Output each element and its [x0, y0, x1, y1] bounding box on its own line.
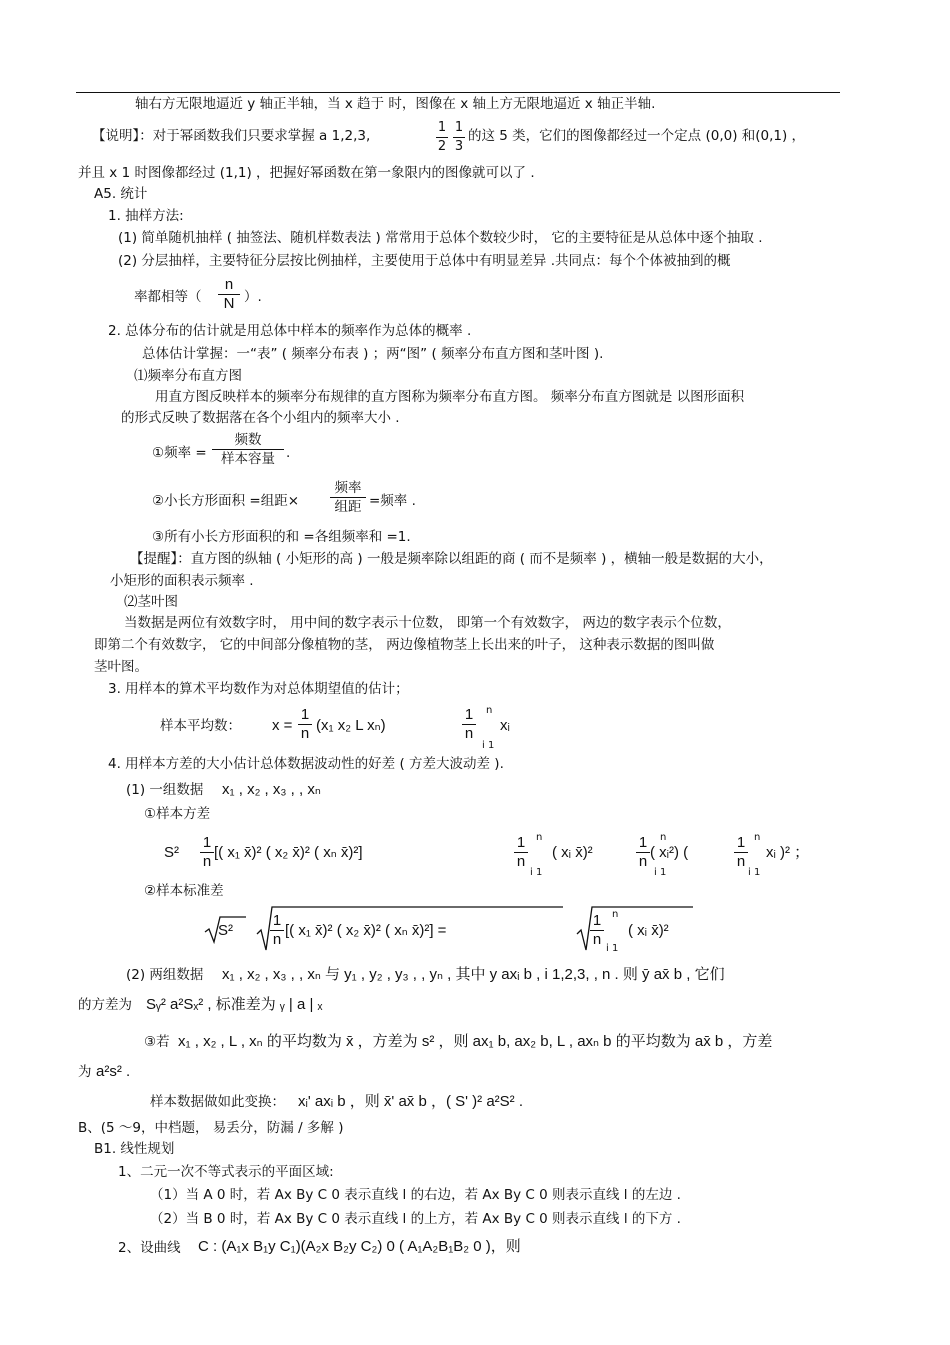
fraction-one-over-n: $\frac{1}{n}$: [590, 912, 604, 949]
two-variance: Sᵧ² a²Sₓ² , 标准差为 ᵧ | a | ₓ: [146, 996, 323, 1013]
mean-body: (x₁ x₂ L xₙ): [316, 717, 386, 734]
fraction-one-over-n: $\frac{1}{n}$: [298, 706, 312, 743]
fraction-one-over-n: $\frac{1}{n}$: [514, 834, 528, 871]
text-line: 小矩形的面积表示频率 .: [110, 573, 254, 589]
text-line: ）.: [244, 289, 262, 305]
text-line: 的这 5 类，它们的图像都经过一个定点 (0,0) 和(0,1) ，: [468, 128, 806, 144]
text-line: 3. 用样本的算术平均数作为对总体期望值的估计；: [108, 681, 409, 697]
text-line: 1. 抽样方法:: [108, 208, 184, 224]
text-line: .: [286, 445, 291, 461]
variance-symbol: S²: [164, 844, 179, 861]
sum-lower: i 1: [530, 867, 543, 878]
text-line: 【提醒】：直方图的纵轴 ( 小矩形的高 ) 一般是频率除以组距的商 ( 而不是频率 ) ，横轴一般是数据的大小，: [130, 551, 773, 567]
fraction-half: $\frac{1}{2}$: [437, 120, 447, 154]
text-line: 茎叶图。: [94, 659, 148, 675]
text-line: 用直方图反映样本的频率分布规律的直方图称为频率分布直方图。 频率分布直方图就是 以图形面积: [155, 389, 745, 405]
fraction-one-over-n: $\frac{1}{n}$: [270, 912, 284, 949]
text-line: 当数据是两位有效数字时， 用中间的数字表示十位数， 即第一个有效数字， 两边的数字表示个位数，: [124, 615, 731, 631]
sum-lower: i 1: [482, 740, 495, 751]
fraction-one-over-n: $\frac{1}{n}$: [636, 834, 650, 871]
transform-statement: x₁ , x₂ , L , xₙ 的平均数为 x̄ ，方差为 s² ，则 ax₁ b, ax₂ b, L , axₙ b 的平均数为 ax̄ b ，方差: [178, 1033, 773, 1050]
sum-lower: i 1: [606, 943, 619, 954]
text-line: 样本平均数：: [160, 718, 241, 734]
fraction-n-over-N: $\frac{n}{N}$: [218, 276, 240, 313]
text-line: ①样本方差: [144, 806, 211, 822]
header-rule: [76, 92, 840, 93]
text-line: ③所有小长方形面积的和 =各组频率和 =1.: [152, 529, 411, 545]
text-line: （1）当 A 0 时，若 Ax By C 0 表示直线 l 的右边，若 Ax By C 0 则表示直线 l 的左边 .: [150, 1187, 681, 1203]
text-line: ⑵茎叶图: [124, 594, 178, 610]
text-line: 4. 用样本方差的大小估计总体数据波动性的好差 ( 方差大波动差 ).: [108, 756, 504, 772]
text-line: 率都相等（: [134, 289, 202, 305]
fraction-frequency: 频数 样本容量: [212, 431, 284, 468]
text-line: 的方差为: [78, 997, 132, 1013]
curve-formula: C : (A₁x B₁y C₁)(A₂x B₂y C₂) 0 ( A₁A₂B₁B₂ 0 )，则: [198, 1238, 521, 1255]
text-line: 即第二个有效数字， 它的中间部分像植物的茎， 两边像植物茎上长出来的叶子， 这种表示数据的图叫做: [94, 637, 715, 653]
variance-expression: [( x₁ x̄)² ( x₂ x̄)² ( xₙ x̄)²]: [214, 844, 363, 861]
text-line: 轴右方无限地逼近 y 轴正半轴，当 x 趋于 时，图像在 x 轴上方无限地逼近 x 轴正半轴.: [135, 96, 656, 112]
variance-term: xᵢ )² ；: [766, 844, 810, 861]
std-term: ( xᵢ x̄)²: [628, 922, 669, 939]
text-line: 2、设曲线: [118, 1240, 181, 1256]
text-line: 样本数据做如此变换：: [150, 1094, 285, 1110]
text-line: 并且 x 1 时图像都经过 (1,1) ，把握好幂函数在第一象限内的图像就可以了 .: [78, 165, 535, 181]
sum-lower: i 1: [748, 867, 761, 878]
sqrt-radicand: S²: [218, 922, 233, 939]
text-line: 【说明】：对于幂函数我们只要求掌握 a 1,2,3,: [92, 128, 371, 144]
text-line: （2）当 B 0 时，若 Ax By C 0 表示直线 l 的上方，若 Ax By C 0 则表示直线 l 的下方 .: [150, 1211, 681, 1227]
variance-term: ( xᵢ²) (: [650, 844, 689, 861]
text-line: (2) 两组数据: [126, 967, 204, 983]
fraction-one-over-n: $\frac{1}{n}$: [462, 706, 476, 743]
sum-upper: n: [660, 832, 667, 843]
text-line: ②小长方形面积 =组距×: [152, 493, 300, 509]
transform-variance: a²s² .: [96, 1063, 131, 1080]
sum-lower: i 1: [654, 867, 667, 878]
mean-symbol: x =: [272, 717, 293, 734]
fraction-rect: 频率 组距: [330, 479, 366, 516]
fraction-one-over-n: $\frac{1}{n}$: [734, 834, 748, 871]
text-line: ③若: [144, 1034, 170, 1050]
two-data-sets: x₁ , x₂ , x₃ , , xₙ 与 y₁ , y₂ , y₃ , , yₙ , 其中 y axᵢ b , i 1,2,3, , n . 则 ȳ ax̄ b , 它们: [222, 966, 725, 983]
sum-upper: n: [536, 832, 543, 843]
text-line: =频率 .: [369, 493, 416, 509]
data-set: x₁ , x₂ , x₃ , , xₙ: [222, 781, 321, 798]
sum-upper: n: [486, 705, 493, 716]
section-heading: A5. 统计: [94, 186, 148, 202]
text-line: (1) 简单随机抽样 ( 抽签法、随机样数表法 ) 常常用于总体个数较少时， 它的主要特征是从总体中逐个抽取 .: [118, 230, 763, 246]
sum-term: xᵢ: [500, 717, 510, 734]
text-line: ⑴频率分布直方图: [134, 368, 242, 384]
sum-upper: n: [612, 909, 619, 920]
sum-upper: n: [754, 832, 761, 843]
text-line: 1、二元一次不等式表示的平面区域:: [118, 1164, 334, 1180]
text-line: 2. 总体分布的估计就是用总体中样本的频率作为总体的概率 .: [108, 323, 472, 339]
section-heading: B1. 线性规划: [94, 1141, 175, 1157]
fraction-one-over-n: $\frac{1}{n}$: [200, 834, 214, 871]
text-line: (2) 分层抽样，主要特征分层按比例抽样，主要使用于总体中有明显差异 .共同点：每个个体被抽到的概: [118, 253, 731, 269]
text-line: 的形式反映了数据落在各个小组内的频率大小 .: [121, 410, 400, 426]
transform-formula: xᵢ' axᵢ b ，则 x̄' ax̄ b ，( S' )² a²S² .: [298, 1093, 524, 1110]
text-line: ①频率 =: [152, 445, 207, 461]
variance-term: ( xᵢ x̄)²: [552, 844, 593, 861]
text-line: (1) 一组数据: [126, 782, 204, 798]
text-line: 为: [78, 1064, 92, 1080]
fraction-third: $\frac{1}{3}$: [454, 120, 464, 154]
section-heading: B、(5 ～9，中档题， 易丢分，防漏 / 多解 ): [78, 1120, 344, 1136]
text-line: ②样本标准差: [144, 883, 224, 899]
std-expression: [( x₁ x̄)² ( x₂ x̄)² ( xₙ x̄)²] =: [285, 922, 447, 939]
text-line: 总体估计掌握：一“表” ( 频率分布表 ) ；两“图” ( 频率分布直方图和茎叶图 ).: [142, 346, 604, 362]
